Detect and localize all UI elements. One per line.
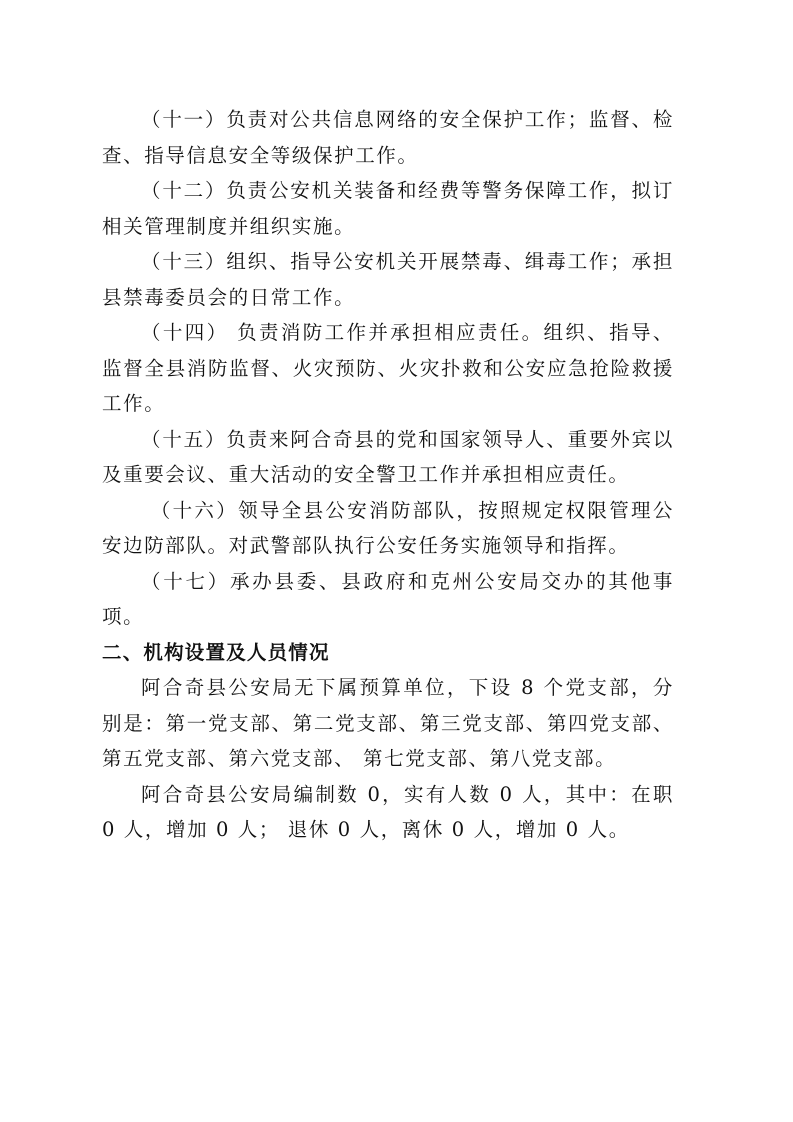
section-heading: 二、机构设置及人员情况 — [102, 640, 330, 664]
document-body — [102, 102, 674, 848]
paragraph-item-13: （十三）组织、指导公安机关开展禁毒、缉毒工作；承担县禁毒委员会的日常工作。 — [102, 250, 674, 309]
paragraph-item-15: （十五）负责来阿合奇县的党和国家领导人、重要外宾以及重要会议、重大活动的安全警卫工作并承担相应责任。 — [102, 427, 674, 486]
paragraph-item-12: （十二）负责公安机关装备和经费等警务保障工作，拟订相关管理制度并组织实施。 — [102, 179, 674, 238]
paragraph-party-branches: 阿合奇县公安局无下属预算单位，下设 8 个党支部，分别是：第一党支部、第二党支部、第三党支部、第四党支部、第五党支部、第六党支部、 第七党支部、第八党支部。 — [102, 676, 674, 770]
paragraph-item-11: （十一）负责对公共信息网络的安全保护工作；监督、检查、指导信息安全等级保护工作。 — [102, 108, 674, 167]
paragraph-item-16: （十六）领导全县公安消防部队，按照规定权限管理公安边防部队。对武警部队执行公安任务实施领导和指挥。 — [102, 498, 674, 557]
paragraph-item-14: （十四） 负责消防工作并承担相应责任。组织、指导、监督全县消防监督、火灾预防、火灾扑救和公安应急抢险救援工作。 — [102, 321, 674, 415]
paragraph-staffing: 阿合奇县公安局编制数 0，实有人数 0 人，其中：在职 0 人，增加 0 人； 退休 0 人，离休 0 人，增加 0 人。 — [102, 782, 674, 841]
paragraph-item-17: （十七）承办县委、县政府和克州公安局交办的其他事项。 — [102, 569, 674, 628]
